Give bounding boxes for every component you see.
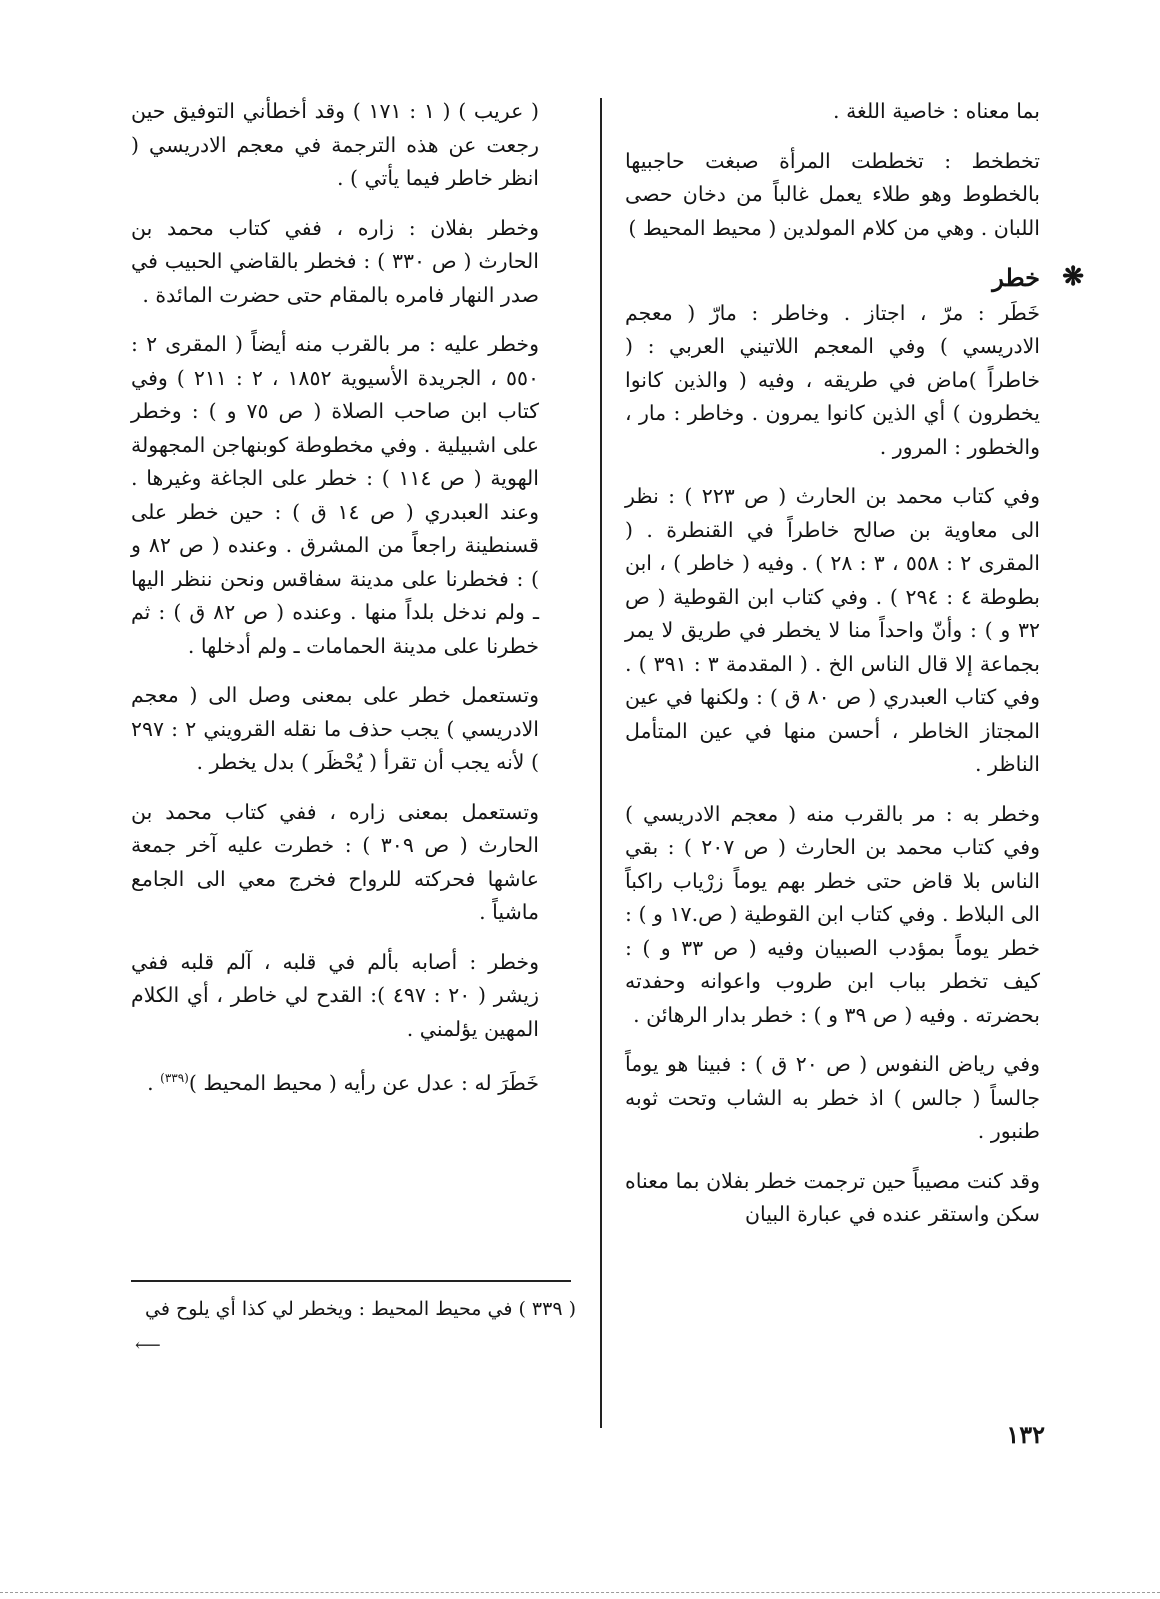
paragraph: وفي رياض النفوس ( ص ٢٠ ق ) : فبينا هو يوماً جالساً ( جالس ) اذ خطر به الشاب وتحت ثوبه طنبور . bbox=[625, 1052, 1040, 1143]
footnote: ( ٣٣٩ ) في محيط المحيط : ويخطر لي كذا أي يلوح في bbox=[145, 1298, 576, 1320]
left-column bbox=[131, 95, 539, 1116]
paragraph: وخطر : أصابه بألم في قلبه ، آلم قلبه ففي زيشر ( ٢٠ : ٤٩٧ ): القدح لي خاطر ، أي الكلام المهين يؤلمني . bbox=[131, 949, 539, 1041]
paragraph: بما معناه : خاصية اللغة . bbox=[833, 99, 1040, 123]
heading-word: خطر bbox=[992, 263, 1040, 292]
column-divider bbox=[600, 98, 602, 1428]
entry-heading bbox=[625, 261, 1084, 295]
footnote-ref: (٣٣٩) bbox=[160, 1071, 189, 1085]
right-column bbox=[625, 95, 1084, 1248]
paragraph-text: خَطَرَ له : عدل عن رأيه ( محيط المحيط ) bbox=[188, 1070, 539, 1095]
continuation-arrow-icon: ⟵ bbox=[135, 1335, 161, 1356]
asterisk-icon: ❋ bbox=[1062, 262, 1084, 292]
paragraph: ( عريب ) ( ١ : ١٧١ ) وقد أخطأني التوفيق حين رجعت عن هذه الترجمة في معجم الادريسي ( انظر خاطر فيما يأتي ) . bbox=[131, 99, 539, 190]
paragraph: وفي كتاب محمد بن الحارث ( ص ٢٢٣ ) : نظر الى معاوية بن صالح خاطراً في القنطرة . ( المقرى ٢ : ٥٥٨ ، ٣ : ٢٨ ) . وفيه ( خاطر ) ، ابن بطوطة ٤ : ٢٩٤ ) . وفي كتاب ابن القوطية ( ص ٣٢ و ) : وأنّ واحداً منا لا يخطر في طريق لا يمر بجماعة إلا قال الناس الخ . ( المقدمة ٣ : ٣٩١ ) . وفي كتاب العبدري ( ص ٨٠ ق ) : ولكنها في عين المجتاز الخاطر ، أحسن منها في عين المتأمل الناظر . bbox=[625, 484, 1040, 776]
paragraph bbox=[131, 1062, 539, 1100]
paragraph: وخطر بفلان : زاره ، ففي كتاب محمد بن الحارث ( ص ٣٣٠ ) : فخطر بالقاضي الحبيب في صدر النهار فامره بالمقام حتى حضرت المائدة . bbox=[131, 215, 539, 307]
paragraph: وتستعمل بمعنى زاره ، ففي كتاب محمد بن الحارث ( ص ٣٠٩ ) : خطرت عليه آخر جمعة عاشها فحركته للرواح فخرج معي الى الجامع ماشياً . bbox=[131, 799, 539, 924]
footnote-rule bbox=[131, 1280, 571, 1282]
paragraph: وخطر به : مر بالقرب منه ( معجم الادريسي ) وفي كتاب محمد بن الحارث ( ص ٢٠٧ ) : بقي الناس بلا قاض حتى خطر بهم يوماً زرْياب راكباً الى البلاط . وفي كتاب ابن القوطية ( ص.١٧ و ) : خطر يوماً بمؤدب الصبيان وفيه ( ص ٣٣ و ) : كيف تخطر بباب ابن طروب واعوانه وحفدته بحضرته . وفيه ( ص ٣٩ و ) : خطر بدار الرهائن . bbox=[625, 801, 1041, 1027]
paragraph: وخطر عليه : مر بالقرب منه أيضاً ( المقرى ٢ : ٥٥٠ ، الجريدة الأسيوية ١٨٥٢ ، ٢ : ٢١١ ) وفي كتاب ابن صاحب الصلاة ( ص ٧٥ و ) : وخطر على اشبيلية . وفي مخطوطة كوبنهاجن المجهولة الهوية ( ص ١١٤ ) : خطر على الجاغة وغيرها . وعند العبدري ( ص ١٤ ق ) : حين خطر على قسنطينة راجعاً من المشرق . وعنده ( ص ٨٢ و ) : فخطرنا على مدينة سفاقس ونحن ننظر اليها ـ ولم ندخل بلداً منها . وعنده ( ص ٨٢ ق ) : ثم خطرنا على مدينة الحمامات ـ ولم أدخلها . bbox=[131, 332, 539, 658]
period: . bbox=[147, 1070, 154, 1095]
paragraph: وقد كنت مصيباً حين ترجمت خطر بفلان بما معناه سكن واستقر عنده في عبارة البيان bbox=[625, 1168, 1040, 1226]
paragraph: وتستعمل خطر على بمعنى وصل الى ( معجم الادريسي ) يجب حذف ما نقله القرويني ٢ : ٢٩٧ ) لأنه يجب أن تقرأ ( يُحْظَر ) بدل يخطر . bbox=[131, 683, 539, 774]
page-number: ١٣٢ bbox=[1006, 1420, 1045, 1449]
scan-edge bbox=[0, 1592, 1160, 1594]
paragraph: تخطخط : تخططت المرأة صبغت حاجبيها بالخطوط وهو طلاء يعمل غالباً من دخان حصى اللبان . وهي من كلام المولدين ( محيط المحيط ) bbox=[625, 148, 1040, 240]
paragraph: خَطَر : مرّ ، اجتاز . وخاطر : مارّ ( معجم الادريسي ) وفي المعجم اللاتيني العربي : ( خاطراً )ماض في طريقه ، وفيه ( والذين كانوا يخطرون ) أي الذين كانوا يمرون . وخاطر : مار ، والخطور : المرور . bbox=[625, 300, 1040, 459]
